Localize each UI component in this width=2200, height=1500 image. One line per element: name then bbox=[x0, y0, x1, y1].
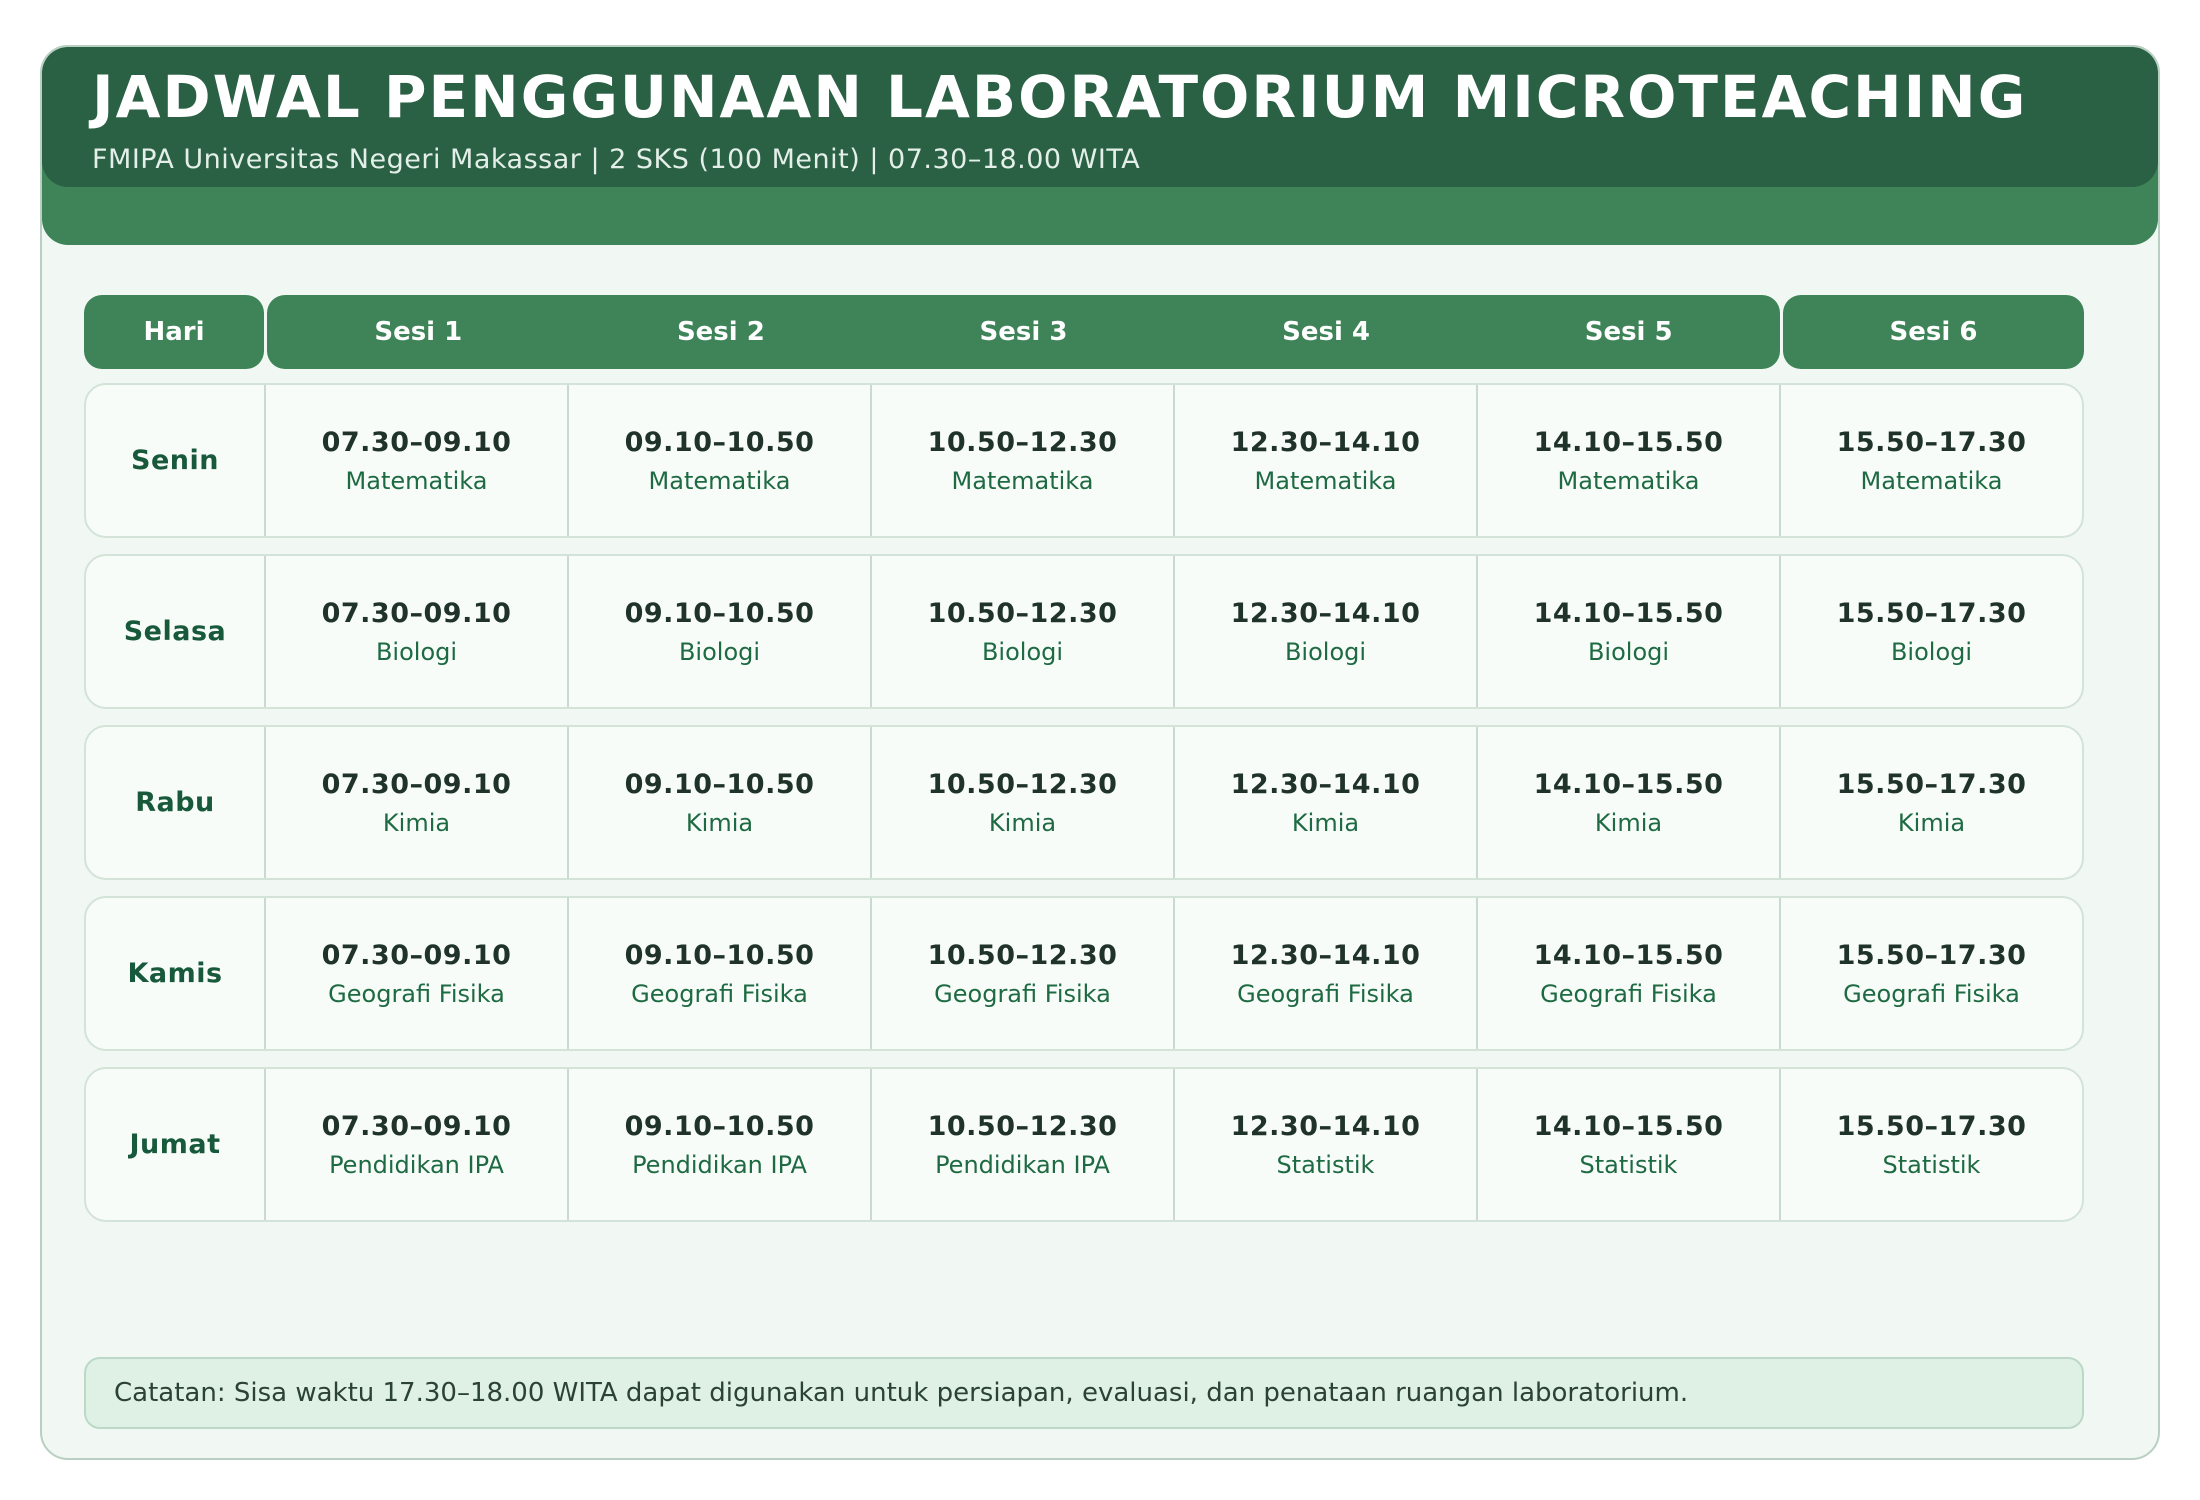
day-cell: Rabu bbox=[135, 787, 215, 818]
session-cell bbox=[567, 727, 870, 878]
session-time: 14.10–15.50 bbox=[1533, 939, 1724, 971]
session-subject: Matematika bbox=[1860, 466, 2003, 495]
session-cell bbox=[870, 727, 1173, 878]
schedule-card bbox=[40, 45, 2160, 1460]
session-cell bbox=[1173, 727, 1476, 878]
session-subject: Matematika bbox=[345, 466, 488, 495]
session-cell bbox=[1779, 898, 2082, 1049]
column-header-sesi-3: Sesi 3 bbox=[979, 317, 1068, 347]
session-time: 12.30–14.10 bbox=[1230, 426, 1421, 458]
page-subtitle: FMIPA Universitas Negeri Makassar | 2 SKS (100 Menit) | 07.30–18.00 WITA bbox=[92, 143, 1141, 175]
schedule-table bbox=[84, 295, 2084, 1222]
session-subject: Pendidikan IPA bbox=[632, 1150, 807, 1179]
session-time: 15.50–17.30 bbox=[1836, 426, 2027, 458]
session-subject: Kimia bbox=[382, 808, 451, 837]
note-text: Catatan: Sisa waktu 17.30–18.00 WITA dapat digunakan untuk persiapan, evaluasi, dan penataan ruangan laboratorium. bbox=[114, 1378, 1689, 1408]
session-subject: Biologi bbox=[1284, 637, 1367, 666]
session-cell bbox=[870, 385, 1173, 536]
session-cell bbox=[1476, 898, 1779, 1049]
session-subject: Kimia bbox=[1291, 808, 1360, 837]
session-subject: Statistik bbox=[1882, 1150, 1981, 1179]
session-subject: Biologi bbox=[981, 637, 1064, 666]
session-subject: Pendidikan IPA bbox=[935, 1150, 1110, 1179]
session-cell bbox=[1173, 898, 1476, 1049]
session-cell bbox=[1779, 385, 2082, 536]
session-time: 10.50–12.30 bbox=[927, 426, 1118, 458]
session-cell bbox=[1173, 385, 1476, 536]
schedule-row-senin bbox=[84, 383, 2084, 538]
day-cell: Senin bbox=[131, 445, 219, 476]
session-subject: Geografi Fisika bbox=[328, 979, 505, 1008]
session-time: 12.30–14.10 bbox=[1230, 939, 1421, 971]
session-subject: Geografi Fisika bbox=[1843, 979, 2020, 1008]
session-time: 15.50–17.30 bbox=[1836, 1110, 2027, 1142]
session-subject: Geografi Fisika bbox=[1237, 979, 1414, 1008]
session-cell bbox=[264, 385, 567, 536]
session-cell bbox=[567, 1069, 870, 1220]
session-subject: Geografi Fisika bbox=[1540, 979, 1717, 1008]
session-time: 12.30–14.10 bbox=[1230, 768, 1421, 800]
session-cell bbox=[567, 898, 870, 1049]
session-cell bbox=[870, 1069, 1173, 1220]
column-header-hari: Hari bbox=[84, 295, 264, 369]
day-cell: Selasa bbox=[123, 616, 227, 647]
session-time: 07.30–09.10 bbox=[321, 768, 512, 800]
session-subject: Biologi bbox=[1890, 637, 1973, 666]
session-cell bbox=[870, 556, 1173, 707]
session-subject: Biologi bbox=[375, 637, 458, 666]
session-time: 10.50–12.30 bbox=[927, 768, 1118, 800]
session-cell bbox=[1779, 727, 2082, 878]
session-subject: Biologi bbox=[1587, 637, 1670, 666]
session-time: 12.30–14.10 bbox=[1230, 1110, 1421, 1142]
session-time: 07.30–09.10 bbox=[321, 1110, 512, 1142]
session-time: 10.50–12.30 bbox=[927, 597, 1118, 629]
session-cell bbox=[264, 898, 567, 1049]
session-subject: Statistik bbox=[1579, 1150, 1678, 1179]
session-time: 09.10–10.50 bbox=[624, 597, 815, 629]
column-header-sesi-1: Sesi 1 bbox=[374, 317, 463, 347]
session-time: 15.50–17.30 bbox=[1836, 768, 2027, 800]
session-time: 14.10–15.50 bbox=[1533, 1110, 1724, 1142]
schedule-row-selasa bbox=[84, 554, 2084, 709]
session-cell bbox=[567, 556, 870, 707]
column-header-group bbox=[267, 295, 1780, 369]
session-time: 12.30–14.10 bbox=[1230, 597, 1421, 629]
day-cell: Jumat bbox=[129, 1129, 221, 1160]
session-subject: Geografi Fisika bbox=[934, 979, 1111, 1008]
session-subject: Pendidikan IPA bbox=[329, 1150, 504, 1179]
session-cell bbox=[1779, 1069, 2082, 1220]
session-cell bbox=[264, 1069, 567, 1220]
session-cell bbox=[1476, 727, 1779, 878]
session-subject: Geografi Fisika bbox=[631, 979, 808, 1008]
session-cell bbox=[1173, 556, 1476, 707]
session-subject: Kimia bbox=[988, 808, 1057, 837]
session-subject: Matematika bbox=[951, 466, 1094, 495]
session-time: 14.10–15.50 bbox=[1533, 597, 1724, 629]
session-subject: Kimia bbox=[1594, 808, 1663, 837]
column-header-sesi-4: Sesi 4 bbox=[1282, 317, 1371, 347]
session-time: 07.30–09.10 bbox=[321, 939, 512, 971]
note-box bbox=[84, 1357, 2084, 1429]
session-cell bbox=[1779, 556, 2082, 707]
session-time: 09.10–10.50 bbox=[624, 1110, 815, 1142]
session-subject: Kimia bbox=[685, 808, 754, 837]
session-subject: Biologi bbox=[678, 637, 761, 666]
session-time: 09.10–10.50 bbox=[624, 426, 815, 458]
day-cell: Kamis bbox=[127, 958, 223, 989]
session-time: 15.50–17.30 bbox=[1836, 939, 2027, 971]
schedule-row-kamis bbox=[84, 896, 2084, 1051]
session-subject: Statistik bbox=[1276, 1150, 1375, 1179]
schedule-row-jumat bbox=[84, 1067, 2084, 1222]
session-cell bbox=[1476, 556, 1779, 707]
session-time: 14.10–15.50 bbox=[1533, 426, 1724, 458]
column-header-sesi-2: Sesi 2 bbox=[676, 317, 765, 347]
session-subject: Matematika bbox=[1254, 466, 1397, 495]
session-time: 10.50–12.30 bbox=[927, 939, 1118, 971]
table-header-row bbox=[84, 295, 2084, 369]
session-time: 07.30–09.10 bbox=[321, 597, 512, 629]
session-subject: Kimia bbox=[1897, 808, 1966, 837]
session-cell bbox=[264, 727, 567, 878]
column-header-sesi-6: Sesi 6 bbox=[1783, 295, 2084, 369]
session-subject: Matematika bbox=[648, 466, 791, 495]
schedule-row-rabu bbox=[84, 725, 2084, 880]
session-cell bbox=[1476, 1069, 1779, 1220]
session-cell bbox=[870, 898, 1173, 1049]
page-title: JADWAL PENGGUNAAN LABORATORIUM MICROTEACHING bbox=[92, 63, 2028, 131]
column-header-sesi-5: Sesi 5 bbox=[1584, 317, 1673, 347]
session-subject: Matematika bbox=[1557, 466, 1700, 495]
session-time: 09.10–10.50 bbox=[624, 768, 815, 800]
session-time: 07.30–09.10 bbox=[321, 426, 512, 458]
session-time: 14.10–15.50 bbox=[1533, 768, 1724, 800]
session-cell bbox=[1476, 385, 1779, 536]
session-time: 09.10–10.50 bbox=[624, 939, 815, 971]
session-cell bbox=[1173, 1069, 1476, 1220]
table-body bbox=[84, 383, 2084, 1222]
header bbox=[42, 47, 2158, 187]
header-section bbox=[42, 47, 2158, 245]
session-cell bbox=[264, 556, 567, 707]
session-time: 15.50–17.30 bbox=[1836, 597, 2027, 629]
session-time: 10.50–12.30 bbox=[927, 1110, 1118, 1142]
session-cell bbox=[567, 385, 870, 536]
